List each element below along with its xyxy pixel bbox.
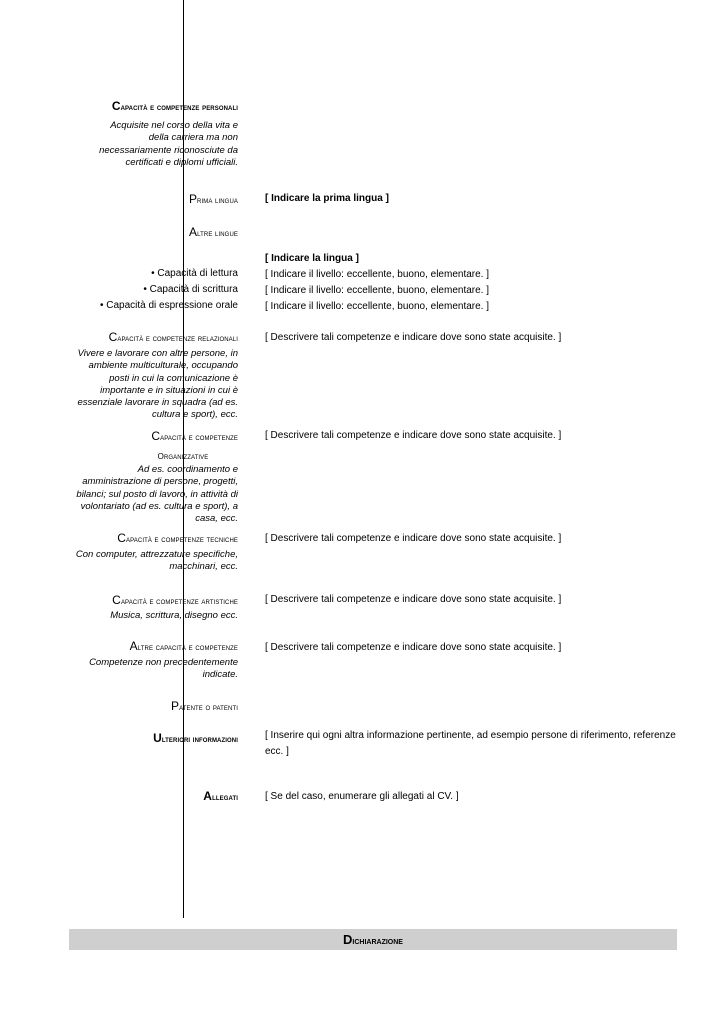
- artistic-skills-value: [ Descrivere tali competenze e indicare dove sono state acquisite. ]: [265, 594, 562, 605]
- speaking-skill-label: • Capacità di espressione orale: [99, 300, 238, 311]
- attachments-heading: Allegati: [203, 789, 238, 803]
- writing-skill-value: [ Indicare il livello: eccellente, buono, elementare. ]: [265, 285, 490, 296]
- relational-skills-heading: Capacità e competenze relazionali: [108, 330, 238, 344]
- relational-skills-value: [ Descrivere tali competenze e indicare dove sono state acquisite. ]: [265, 332, 562, 343]
- organizational-skills-heading: Capacità e competenze: [151, 429, 238, 443]
- license-heading: Patente o patenti: [170, 699, 238, 713]
- artistic-skills-desc: Musica, scrittura, disegno ecc.: [110, 610, 238, 621]
- writing-skill-label: • Capacità di scrittura: [143, 284, 238, 295]
- personal-skills-desc: Acquisite nel corso della vita e della carriera ma non necessariamente riconosciute da certificati e diplomi ufficiali.: [99, 120, 238, 168]
- first-language-label: Prima lingua: [188, 192, 238, 206]
- declaration-bar: [69, 929, 677, 950]
- further-info-value: [ Inserire qui ogni altra informazione pertinente, ad esempio persone di riferimento, referenze ecc. ]: [265, 730, 676, 757]
- personal-skills-heading: Capacità e competenze personali: [111, 99, 238, 113]
- declaration-title: Dichiarazione: [343, 932, 403, 947]
- other-language-value: [ Indicare la lingua ]: [265, 253, 359, 264]
- organizational-skills-value: [ Descrivere tali competenze e indicare dove sono state acquisite. ]: [265, 430, 562, 441]
- attachments-value: [ Se del caso, enumerare gli allegati al CV. ]: [265, 791, 459, 802]
- relational-skills-desc: Vivere e lavorare con altre persone, in ambiente multiculturale, occupando posti in cui la comunicazione è importante e in situazioni in cui è essenziale lavorare in squadra (ad es. cultura e sport), ecc.: [77, 348, 238, 421]
- first-language-value: [ Indicare la prima lingua ]: [265, 193, 389, 204]
- technical-skills-heading: Capacità e competenze tecniche: [117, 531, 238, 545]
- reading-skill-value: [ Indicare il livello: eccellente, buono, elementare. ]: [265, 269, 490, 280]
- technical-skills-desc: Con computer, attrezzature specifiche, macchinari, ecc.: [75, 549, 238, 573]
- speaking-skill-value: [ Indicare il livello: eccellente, buono, elementare. ]: [265, 301, 490, 312]
- organizational-skills-desc: Ad es. coordinamento e amministrazione di persone, progetti, bilanci; sul posto di lavoro, in attività di volontariato (ad es. cultura e sport), a casa, ecc.: [76, 464, 238, 525]
- organizational-skills-heading-2: organizzative: [157, 448, 209, 462]
- other-skills-desc: Competenze non precedentemente indicate.: [89, 657, 238, 681]
- further-info-heading: Ulteriori informazioni: [153, 731, 238, 745]
- technical-skills-value: [ Descrivere tali competenze e indicare dove sono state acquisite. ]: [265, 533, 562, 544]
- reading-skill-label: • Capacità di lettura: [151, 268, 238, 279]
- other-skills-value: [ Descrivere tali competenze e indicare dove sono state acquisite. ]: [265, 642, 562, 653]
- other-languages-label: Altre lingue: [189, 225, 238, 239]
- other-skills-heading: Altre capacità e competenze: [129, 639, 238, 653]
- artistic-skills-heading: Capacità e competenze artistiche: [112, 593, 238, 607]
